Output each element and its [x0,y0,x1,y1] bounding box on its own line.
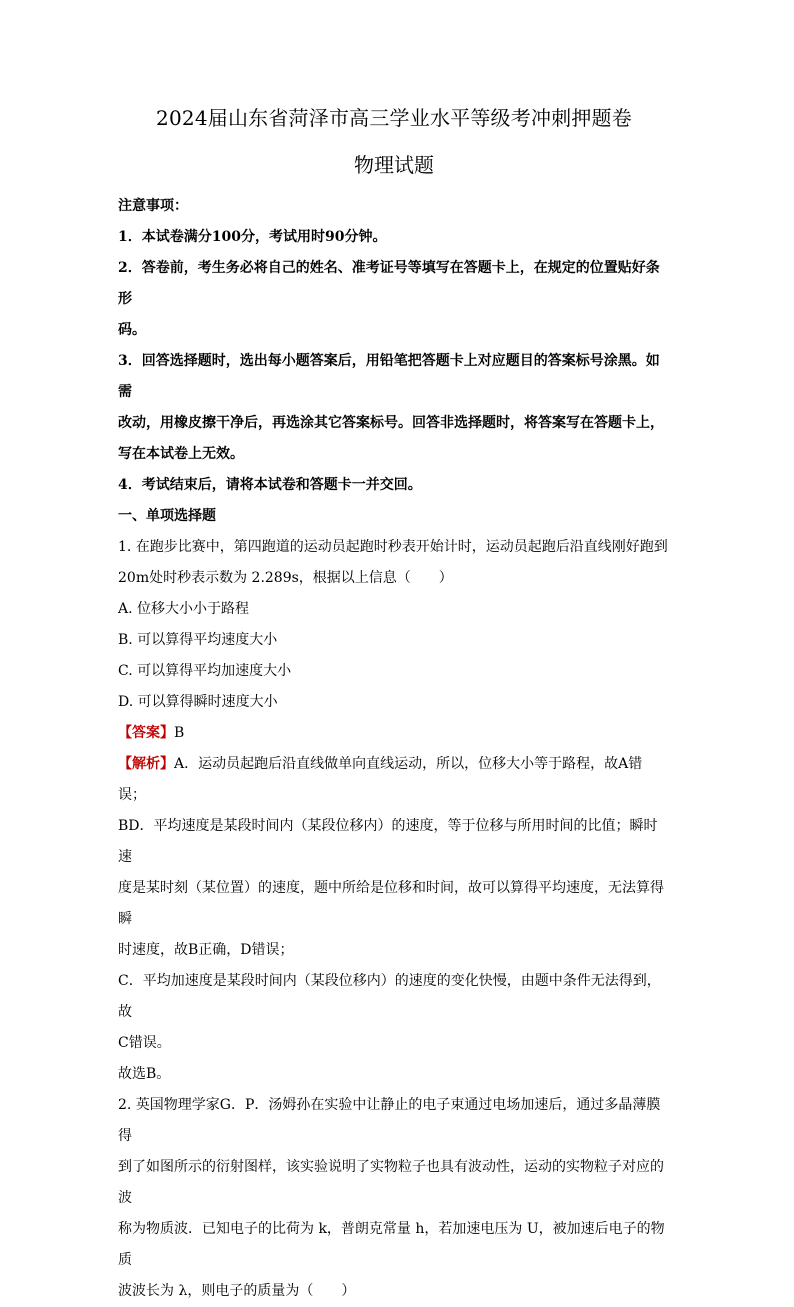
q1-option-b: B. 可以算得平均速度大小 [118,632,278,648]
q2-stem: 2. 英国物理学家G．P．汤姆孙在实验中让静止的电子束通过电场加速后，通过多晶薄膜得 [118,1097,661,1144]
exam-page [0,104,794,1299]
page-title: 2024届山东省菏泽市高三学业水平等级考冲刺押题卷 [156,106,632,130]
section-heading: 一、单项选择题 [118,508,216,524]
notes-block [118,191,670,532]
q2-stem: 到了如图所示的衍射图样，该实验说明了实物粒子也具有波动性，运动的实物粒子对应的波 [118,1159,664,1206]
analysis-text: 度是某时刻（某位置）的速度，题中所给是位移和时间，故可以算得平均速度，无法算得瞬 [118,880,664,927]
analysis-text: BD．平均速度是某段时间内（某段位移内）的速度，等于位移与所用时间的比值；瞬时速 [118,818,658,865]
analysis-text: A．运动员起跑后沿直线做单向直线运动，所以，位移大小等于路程，故A错误； [118,756,643,803]
q1-option-a: A. 位移大小小于路程 [118,601,250,617]
analysis-text: 故选B。 [118,1066,171,1082]
notes-item: 1．本试卷满分100分，考试用时90分钟。 [118,229,387,245]
answer-value: B [174,725,185,741]
analysis-text: C错误。 [118,1035,171,1051]
notes-item: 改动，用橡皮擦干净后，再选涂其它答案标号。回答非选择题时，将答案写在答题卡上， [118,415,664,431]
q1-option-c: C. 可以算得平均加速度大小 [118,663,292,679]
q1-option-d: D. 可以算得瞬时速度大小 [118,694,278,710]
q1-analysis [118,749,670,811]
notes-item: 3．回答选择题时，选出每小题答案后，用铅笔把答题卡上对应题目的答案标号涂黑。如需 [118,353,660,400]
q1-stem: 20m处时秒表示数为 2.289s，根据以上信息（ ） [118,570,453,586]
notes-heading: 注意事项： [118,198,188,214]
page-subtitle: 物理试题 [354,153,434,177]
notes-item: 2．答卷前，考生务必将自己的姓名、准考证号等填写在答题卡上，在规定的位置贴好条形 [118,260,660,307]
analysis-tag: 【解析】 [118,756,174,772]
analysis-text: 时速度，故B正确，D错误； [118,942,294,958]
q1-answer [118,718,670,749]
notes-item: 4．考试结束后，请将本试卷和答题卡一并交回。 [118,477,422,493]
question-1 [118,532,670,1090]
notes-item: 码。 [118,322,146,338]
q1-stem: 1. 在跑步比赛中，第四跑道的运动员起跑时秒表开始计时，运动员起跑后沿直线刚好跑到 [118,539,668,555]
answer-tag: 【答案】 [118,725,174,741]
notes-item: 写在本试卷上无效。 [118,446,244,462]
q2-stem: 波波长为 λ，则电子的质量为（ ） [118,1283,356,1299]
q2-stem: 称为物质波．已知电子的比荷为 k，普朗克常量 h，若加速电压为 U，被加速后电子的物质 [118,1221,665,1268]
analysis-text: C．平均加速度是某段时间内（某段位移内）的速度的变化快慢，由题中条件无法得到，故 [118,973,661,1020]
